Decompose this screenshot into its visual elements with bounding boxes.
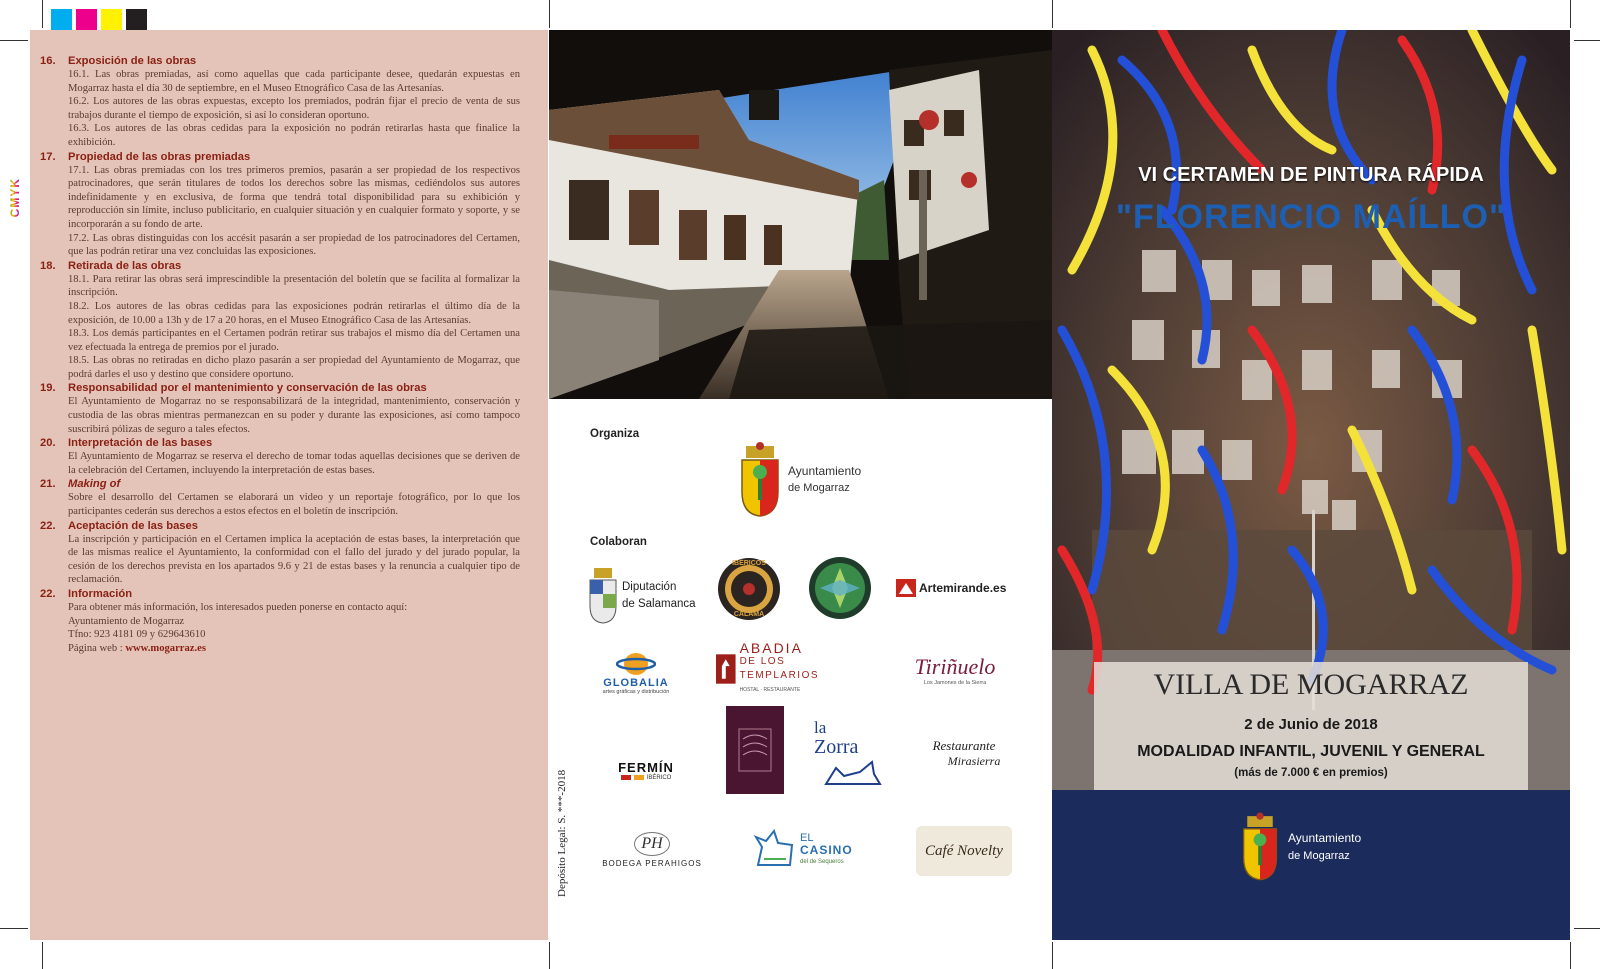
crop-mark xyxy=(0,40,28,41)
bodega-text: BODEGA PERAHIGOS xyxy=(602,859,702,868)
artemirande-mark-icon xyxy=(896,579,916,597)
rule-paragraph: 18.2. Los autores de las obras cedidas para las exposiciones podrán retirarlas el último día de la exposición, de 10.00 a 13h y de 17 a 20 horas, en el Museo Etnográfico Casa de las Artesanías. xyxy=(68,300,520,326)
diputacion-shield-icon xyxy=(588,568,618,624)
rule-paragraph: Sobre el desarrollo del Certamen se elaborará un video y un reportaje fotográfico, por lo que los participantes cederán sus derechos a estos efectos en el boletín de inscripción. xyxy=(68,492,520,518)
rule-body xyxy=(40,273,520,382)
cover-title-line1: VI CERTAMEN DE PINTURA RÁPIDA xyxy=(1138,164,1484,186)
rule-section xyxy=(40,259,520,382)
rule-title: Propiedad de las obras premiadas xyxy=(68,150,251,163)
fermin-color-bar xyxy=(634,775,644,780)
abadia-mark-icon xyxy=(716,654,736,684)
abadia-line1: ABADIA xyxy=(739,640,803,656)
ayuntamiento-logo xyxy=(738,440,878,520)
rule-title: Aceptación de las bases xyxy=(68,519,198,532)
abadia-line2: DE LOS TEMPLARIOS xyxy=(739,656,820,681)
rule-paragraph: El Ayuntamiento de Mogarraz no se responsabilizará de la integridad, mantenimiento, conservación y custodia de las obras mientras permanezcan en su poder y durante las exposiciones, así como tampoco suscribirá pólizas de seguro a tales efectos. xyxy=(68,396,520,435)
ayuntamiento-line2: de Mogarraz xyxy=(788,482,850,494)
deposito-legal: Depósito Legal: S. ***-2018 xyxy=(556,769,568,897)
rule-section xyxy=(40,436,520,477)
rules-list xyxy=(40,54,520,655)
tirinuelo-text: Tiriñuelo xyxy=(914,654,996,679)
cover-ayuntamiento-line1: Ayuntamiento xyxy=(1288,831,1362,845)
rule-title: Responsabilidad por el mantenimiento y conservación de las obras xyxy=(68,382,427,395)
fermin-text: FERMÍN xyxy=(618,759,674,775)
globalia-text: GLOBALIA xyxy=(603,677,669,689)
rule-number: 17. xyxy=(40,150,56,163)
ibericos-top-text: IBÉRICOS xyxy=(732,560,766,567)
bodega-perahigos-logo xyxy=(594,826,710,874)
crop-mark xyxy=(1052,942,1053,969)
rule-title: Exposición de las obras xyxy=(68,55,197,67)
lazorra-line1: la xyxy=(814,717,827,737)
cafe-novelty-logo xyxy=(916,826,1012,876)
rule-title: Información xyxy=(68,588,133,600)
crop-mark xyxy=(1570,0,1571,28)
rule-paragraph: 16.2. Los autores de las obras expuestas, excepto los premiados, podrán fijar el precio de venta de sus trabajos durante el tiempo de exposición, si así lo consideran oportuno. xyxy=(68,96,520,121)
rule-number: 16. xyxy=(40,55,56,67)
rule-number: 18. xyxy=(40,259,56,272)
rule-body xyxy=(40,395,520,436)
fermin-subtext: IBÉRICO xyxy=(646,774,672,781)
casino-line1: EL xyxy=(800,832,814,844)
website-link[interactable]: www.mogarraz.es xyxy=(125,642,206,654)
casino-subtext: del de Sequeros xyxy=(800,859,844,865)
restaurante-line1: Restaurante xyxy=(932,737,996,753)
coat-of-arms-icon xyxy=(738,442,782,518)
rule-title: Making of xyxy=(68,478,121,491)
organiza-label: Organiza xyxy=(590,428,640,440)
rule-section xyxy=(40,381,520,436)
bodega-mark: PH xyxy=(634,832,669,856)
rule-paragraph: 18.5. Las obras no retiradas en dicho plazo pasarán a ser propiedad del Ayuntamiento de Mogarraz, que podrá darles el uso y destino que considere oportuno. xyxy=(68,355,520,380)
cmyk-side-label: CMYK xyxy=(8,178,22,218)
crop-mark xyxy=(42,942,43,969)
rule-section xyxy=(40,477,520,518)
rule-body xyxy=(40,491,520,518)
restaurante-mirasierra-logo xyxy=(916,724,1012,782)
rule-body xyxy=(40,450,520,477)
rule-paragraph: Ayuntamiento de Mogarraz xyxy=(68,615,185,627)
ayuntamiento-line1: Ayuntamiento xyxy=(788,464,862,478)
rule-heading xyxy=(40,587,520,601)
crop-mark xyxy=(1570,942,1571,969)
la-zorra-logo xyxy=(814,716,890,790)
el-casino-logo xyxy=(752,822,864,878)
artemirande-text: Artemirande.es xyxy=(919,581,1007,595)
ibericos-bottom-text: CALAMA xyxy=(733,611,765,618)
crop-mark xyxy=(1574,928,1600,929)
rule-paragraph: 17.2. Las obras distinguidas con los accésit pasarán a ser propiedad de los patrocinadores del Certamen, que las podrán retirar una vez concluidas las exposiciones. xyxy=(68,232,520,258)
rule-paragraph: El Ayuntamiento de Mogarraz se reserva el derecho de tomar todas aquellas decisiones que se deriven de la celebración del Certamen, incluyendo la interpretación de estas bases. xyxy=(68,451,520,476)
cafe-novelty-text: Café Novelty xyxy=(925,842,1003,859)
green-emblem-icon xyxy=(808,556,872,620)
rule-paragraph: 18.3. Los demás participantes en el Certamen podrán retirar sus trabajos el mismo día del Certamen una vez efectuada la entrega de premios por el jurado. xyxy=(68,328,520,353)
cover-ayuntamiento-line2: de Mogarraz xyxy=(1288,850,1350,862)
rule-heading xyxy=(40,519,520,533)
diputacion-line1: Diputación xyxy=(622,581,677,593)
rule-heading xyxy=(40,477,520,491)
rule-number: 20. xyxy=(40,437,56,450)
rule-title: Interpretación de las bases xyxy=(68,437,213,450)
crop-mark xyxy=(1574,40,1600,41)
yellow-swatch xyxy=(101,9,122,30)
rule-paragraph: 16.3. Los autores de las obras cedidas para la exposición no podrán retirarlas hasta que finalice la exhibición. xyxy=(68,123,520,148)
tirinuelo-logo xyxy=(900,650,1010,690)
rule-heading xyxy=(40,150,520,164)
cyan-swatch xyxy=(51,9,72,30)
crop-mark xyxy=(1052,0,1053,28)
rule-number: 21. xyxy=(40,478,56,491)
cover-footer-band xyxy=(1052,790,1570,940)
street-photo xyxy=(549,30,1052,399)
crop-mark xyxy=(549,942,550,969)
cover-title-line2: "FLORENCIO MAÍLLO" xyxy=(1115,198,1507,236)
rule-section xyxy=(40,150,520,259)
colaboran-label: Colaboran xyxy=(590,536,647,548)
rule-heading xyxy=(40,54,520,68)
rule-section xyxy=(40,587,520,655)
rule-paragraph: Para obtener más información, los interesados pueden ponerse en contacto aquí: xyxy=(68,602,408,613)
ibericos-calama-logo xyxy=(716,556,782,622)
event-modalidad: MODALIDAD INFANTIL, JUVENIL Y GENERAL xyxy=(1137,743,1485,760)
lazorra-line2: Zorra xyxy=(814,735,859,758)
rule-heading xyxy=(40,381,520,395)
rule-body xyxy=(40,533,520,587)
rule-heading xyxy=(40,436,520,450)
villa-title: VILLA DE MOGARRAZ xyxy=(1153,668,1469,701)
street-photo-illustration xyxy=(549,30,1052,399)
rule-body xyxy=(40,601,520,655)
globe-icon xyxy=(616,651,656,677)
crop-mark xyxy=(549,0,550,28)
rule-section xyxy=(40,54,520,150)
tirinuelo-subtext: Los Jamones de la Sierra xyxy=(923,680,987,686)
rule-number: 19. xyxy=(40,382,56,395)
abadia-templarios-logo xyxy=(716,640,866,693)
black-swatch xyxy=(126,9,147,30)
cover-ayuntamiento-logo xyxy=(1240,812,1361,882)
diputacion-line2: de Salamanca xyxy=(622,598,696,610)
globalia-logo xyxy=(590,648,682,698)
rule-paragraph: 16.1. Las obras premiadas, así como aquellas que cada participante desee, quedarán expuestas en Mogarraz hasta el día 30 de septiembre, en el Museo Etnográfico Casa de las Artesanías. xyxy=(68,69,520,94)
rule-paragraph: 18.1. Para retirar las obras será imprescindible la presentación del boletín que se facilita al formalizar la inscripción. xyxy=(68,273,520,299)
magenta-swatch xyxy=(76,9,97,30)
crop-mark xyxy=(42,0,43,28)
crop-mark xyxy=(0,928,28,929)
abadia-subtext: HOSTAL · RESTAURANTE xyxy=(739,687,801,693)
fermin-logo xyxy=(604,752,688,788)
fox-icon xyxy=(822,758,882,788)
restaurante-line2: Mirasierra xyxy=(947,753,1001,768)
wine-label-logo xyxy=(726,706,784,794)
website-label: Página web : xyxy=(68,642,126,654)
globalia-subtext: artes gráficas y distribución xyxy=(602,689,670,695)
rule-title: Retirada de las obras xyxy=(68,259,182,272)
event-date: 2 de Junio de 2018 xyxy=(1244,716,1378,733)
diputacion-logo xyxy=(588,566,698,626)
artemirande-logo xyxy=(896,576,1011,600)
cover-panel xyxy=(1052,30,1570,940)
website-line xyxy=(68,642,520,656)
rule-heading xyxy=(40,259,520,273)
rule-section xyxy=(40,519,520,587)
rule-body xyxy=(40,164,520,259)
event-info-box xyxy=(1094,662,1528,790)
green-emblem-logo xyxy=(808,556,872,620)
casino-animal-icon xyxy=(752,825,798,875)
cover-coat-of-arms-icon xyxy=(1240,812,1280,882)
rule-paragraph: Tfno: 923 4181 09 y 629643610 xyxy=(68,629,206,641)
rule-paragraph: La inscripción y participación en el Certamen implica la aceptación de estas bases, la interpretación que de las mismas realice el Ayuntamiento, la conformidad con el fallo del jurado y del jurado popular, la cesión de los derechos prevista en los apartados 9.6 y 21 de estas bases y la renuncia a cualquier tipo de reclamación. xyxy=(68,533,520,586)
casino-line2: CASINO xyxy=(800,843,853,857)
rule-body xyxy=(40,68,520,150)
event-premios: (más de 7.000 € en premios) xyxy=(1234,767,1388,779)
fermin-color-bar xyxy=(621,775,631,780)
rule-number: 22. xyxy=(40,519,56,532)
rule-paragraph: 17.1. Las obras premiadas con los tres primeros premios, pasarán a ser propiedad de los respectivos patrocinadores, que serán titulares de todos los derechos sobre las mismas, cediéndolos sus autores indefinidamente y en exclusiva, de forma que tendrá total disponibilidad para su exhibición y reproducción sin límite, incluso publicitario, en cualquier situación y en cualquier formato y soporte, y se incorporarán a su fondo de arte. xyxy=(68,164,520,230)
rule-number: 22. xyxy=(40,588,56,600)
wine-label-pattern-icon xyxy=(735,725,775,775)
